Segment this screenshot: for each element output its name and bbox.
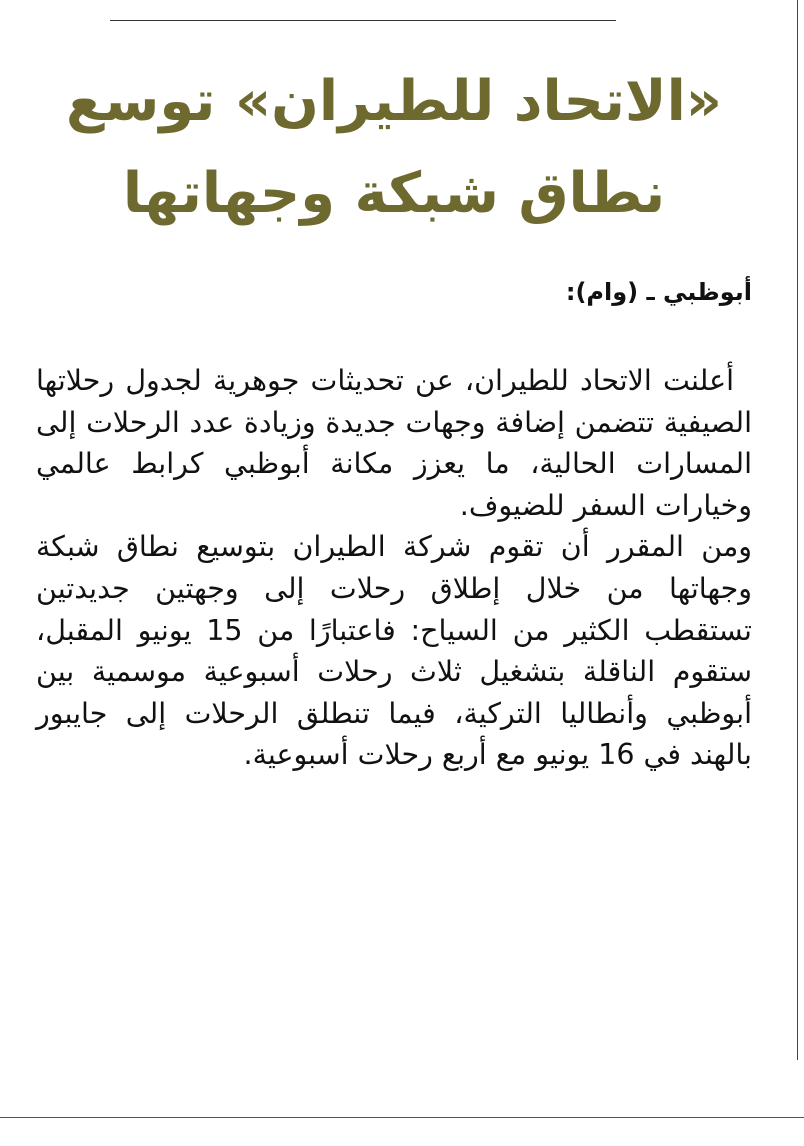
- article-headline: «الاتحاد للطيران» توسع نطاق شبكة وجهاتها: [66, 69, 722, 226]
- article-dateline: أبوظبي ـ (وام):: [565, 278, 752, 306]
- article-paragraph-2: ومن المقرر أن تقوم شركة الطيران بتوسيع نطاق شبكة وجهاتها من خلال إطلاق رحلات إلى وجهتين جديدتين تستقطب الكثير من السياح: فاعتبارًا من 15 يونيو المقبل، ستقوم الناقلة بتشغيل ثلاث رحلات أسبوعية موسمية بين أبوظبي وأنطاليا التركية، فيما تنطلق الرحلات إلى جايبور بالهند في 16 يونيو مع أربع رحلات أسبوعية.: [36, 530, 752, 772]
- article-paragraph-1: أعلنت الاتحاد للطيران، عن تحديثات جوهرية لجدول رحلاتها الصيفية تتضمن إضافة وجهات جديدة وزيادة عدد الرحلات إلى المسارات الحالية، ما يعزز مكانة أبوظبي كرابط عالمي وخيارات السفر للضيوف.: [36, 364, 752, 522]
- bottom-divider: [0, 1117, 804, 1118]
- news-article: [36, 56, 752, 776]
- top-divider: [110, 20, 616, 21]
- article-body: [36, 360, 752, 776]
- column-divider: [797, 0, 798, 1060]
